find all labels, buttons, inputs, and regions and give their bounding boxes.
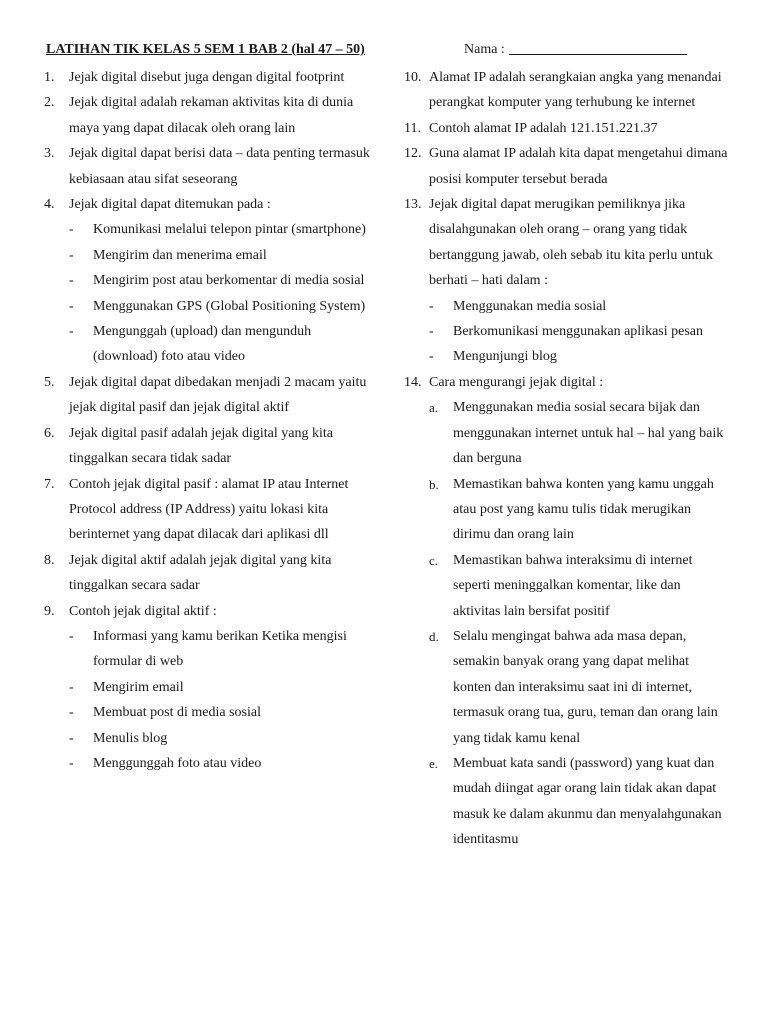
sub-marker: - xyxy=(69,679,74,695)
worksheet-header xyxy=(46,42,738,64)
item-text: Jejak digital pasif adalah jejak digital yang kita tinggalkan secara tidak sadar xyxy=(69,425,333,467)
sub-item xyxy=(429,751,730,853)
sub-marker: - xyxy=(429,298,434,314)
item-text: Guna alamat IP adalah kita dapat mengetahui dimana posisi komputer tersebut berada xyxy=(429,146,728,187)
sub-item xyxy=(429,319,730,344)
sub-marker: - xyxy=(69,730,74,746)
sub-text: Menulis blog xyxy=(93,730,168,746)
sub-marker: e. xyxy=(429,755,439,771)
sub-item xyxy=(429,472,730,548)
item-number: 11. xyxy=(404,120,421,136)
item-text: Jejak digital dapat berisi data – data penting termasuk kebiasaan atau sifat seseorang xyxy=(69,146,370,187)
sub-text: Informasi yang kamu berikan Ketika mengisi formular di web xyxy=(93,628,347,670)
item-number: 4. xyxy=(44,197,55,213)
item-text: Jejak digital adalah rekaman aktivitas kita di dunia maya yang dapat dilacak oleh orang lain xyxy=(69,95,354,136)
sub-marker: a. xyxy=(429,400,439,416)
sub-marker: - xyxy=(69,628,74,644)
sub-text: Mengunggah (upload) dan mengunduh (download) foto atau video xyxy=(93,324,312,365)
list-item xyxy=(44,141,374,192)
page-title: LATIHAN TIK KELAS 5 SEM 1 BAB 2 (hal 47 – 50) xyxy=(46,42,365,57)
list-item xyxy=(44,192,374,217)
sub-text: Memastikan bahwa konten yang kamu unggah atau post yang kamu tulis tidak merugikan dirimu dan orang lain xyxy=(453,476,714,543)
name-label: Nama : xyxy=(464,42,505,57)
list-item xyxy=(44,65,374,90)
list-item xyxy=(44,548,374,599)
item-text: Contoh jejak digital pasif : alamat IP atau Internet Protocol address (IP Address) yaitu lokasi kita berinternet yang dapat dilacak dari aplikasi dll xyxy=(69,476,349,543)
sub-text: Komunikasi melalui telepon pintar (smartphone) xyxy=(93,222,366,238)
item-text: Contoh alamat IP adalah 121.151.221.37 xyxy=(429,120,658,136)
sub-marker: - xyxy=(69,222,74,238)
sub-marker: - xyxy=(69,705,74,721)
sub-text: Mengirim dan menerima email xyxy=(93,247,267,263)
list-item xyxy=(404,116,730,141)
list-item xyxy=(44,472,374,548)
sub-text: Membuat kata sandi (password) yang kuat dan mudah diingat agar orang lain tidak akan dapat masuk ke dalam akunmu dan menyalahgunakan identitasmu xyxy=(453,755,722,848)
sub-item xyxy=(429,395,730,471)
item-number: 6. xyxy=(44,425,55,441)
sub-marker: b. xyxy=(429,476,439,492)
item-text: Jejak digital aktif adalah jejak digital yang kita tinggalkan secara sadar xyxy=(69,552,332,594)
sub-marker: - xyxy=(69,273,74,289)
list-item xyxy=(44,370,374,421)
item-text: Jejak digital dapat merugikan pemiliknya jika disalahgunakan oleh orang – orang yang tidak bertanggung jawab, oleh sebab itu kita perlu untuk berhati – hati dalam : xyxy=(429,197,713,289)
list-item xyxy=(44,599,374,624)
sub-item xyxy=(69,319,374,370)
list-item xyxy=(404,192,730,294)
sub-item xyxy=(69,268,374,293)
item-text: Contoh jejak digital aktif : xyxy=(69,603,217,619)
left-column xyxy=(44,65,374,776)
sub-text: Berkomunikasi menggunakan aplikasi pesan xyxy=(453,324,703,340)
sub-item xyxy=(69,726,374,751)
sub-marker: - xyxy=(69,755,74,771)
item-text: Jejak digital dapat ditemukan pada : xyxy=(69,197,271,213)
item-number: 9. xyxy=(44,603,55,619)
sub-text: Mengirim post atau berkomentar di media sosial xyxy=(93,273,365,289)
item-text: Cara mengurangi jejak digital : xyxy=(429,374,604,390)
item-number: 14. xyxy=(404,374,422,390)
sub-text: Menggunakan GPS (Global Positioning System) xyxy=(93,298,366,314)
sub-text: Mengunjungi blog xyxy=(453,349,557,365)
sub-text: Selalu mengingat bahwa ada masa depan, semakin banyak orang yang dapat melihat konten dan interaksimu saat ini di internet, termasuk orang tua, guru, teman dan orang lain yang tidak kamu kenal xyxy=(453,628,718,746)
sub-marker: - xyxy=(429,324,434,340)
sub-text: Memastikan bahwa interaksimu di internet seperti meninggalkan komentar, like dan aktivitas lain bersifat positif xyxy=(453,552,693,619)
name-field xyxy=(464,42,687,58)
sub-item xyxy=(69,624,374,675)
sub-text: Menggunakan media sosial secara bijak dan menggunakan internet untuk hal – hal yang baik dan berguna xyxy=(453,400,724,467)
sub-item xyxy=(69,700,374,725)
sub-marker: c. xyxy=(429,552,439,568)
item-number: 8. xyxy=(44,552,55,568)
sub-marker: d. xyxy=(429,628,439,644)
item-number: 12. xyxy=(404,146,422,162)
sub-item xyxy=(429,624,730,751)
sub-item xyxy=(429,344,730,369)
sub-item xyxy=(429,548,730,624)
sub-item xyxy=(69,751,374,776)
item-number: 1. xyxy=(44,70,55,85)
item-number: 13. xyxy=(404,197,422,213)
item-number: 10. xyxy=(404,70,422,85)
list-item xyxy=(44,421,374,472)
name-blank-line xyxy=(509,54,687,55)
item-text: Alamat IP adalah serangkaian angka yang menandai perangkat komputer yang terhubung ke internet xyxy=(429,70,722,111)
sub-marker: - xyxy=(69,298,74,314)
sub-item xyxy=(69,217,374,242)
sub-marker: - xyxy=(69,247,74,263)
item-number: 7. xyxy=(44,476,55,492)
list-item xyxy=(404,65,730,116)
right-column xyxy=(404,65,730,853)
sub-item xyxy=(69,243,374,268)
sub-marker: - xyxy=(429,349,434,365)
list-item xyxy=(404,370,730,395)
item-number: 5. xyxy=(44,374,55,390)
sub-text: Membuat post di media sosial xyxy=(93,705,261,721)
sub-text: Menggunakan media sosial xyxy=(453,298,607,314)
item-number: 2. xyxy=(44,95,55,111)
sub-item xyxy=(69,675,374,700)
list-item xyxy=(44,90,374,141)
sub-marker: - xyxy=(69,324,74,340)
list-item xyxy=(404,141,730,192)
item-text: Jejak digital disebut juga dengan digital footprint xyxy=(69,70,345,85)
sub-item xyxy=(429,294,730,319)
item-number: 3. xyxy=(44,146,55,162)
sub-item xyxy=(69,294,374,319)
sub-text: Mengirim email xyxy=(93,679,184,695)
item-text: Jejak digital dapat dibedakan menjadi 2 macam yaitu jejak digital pasif dan jejak digital aktif xyxy=(69,374,367,416)
sub-text: Menggunggah foto atau video xyxy=(93,755,262,771)
